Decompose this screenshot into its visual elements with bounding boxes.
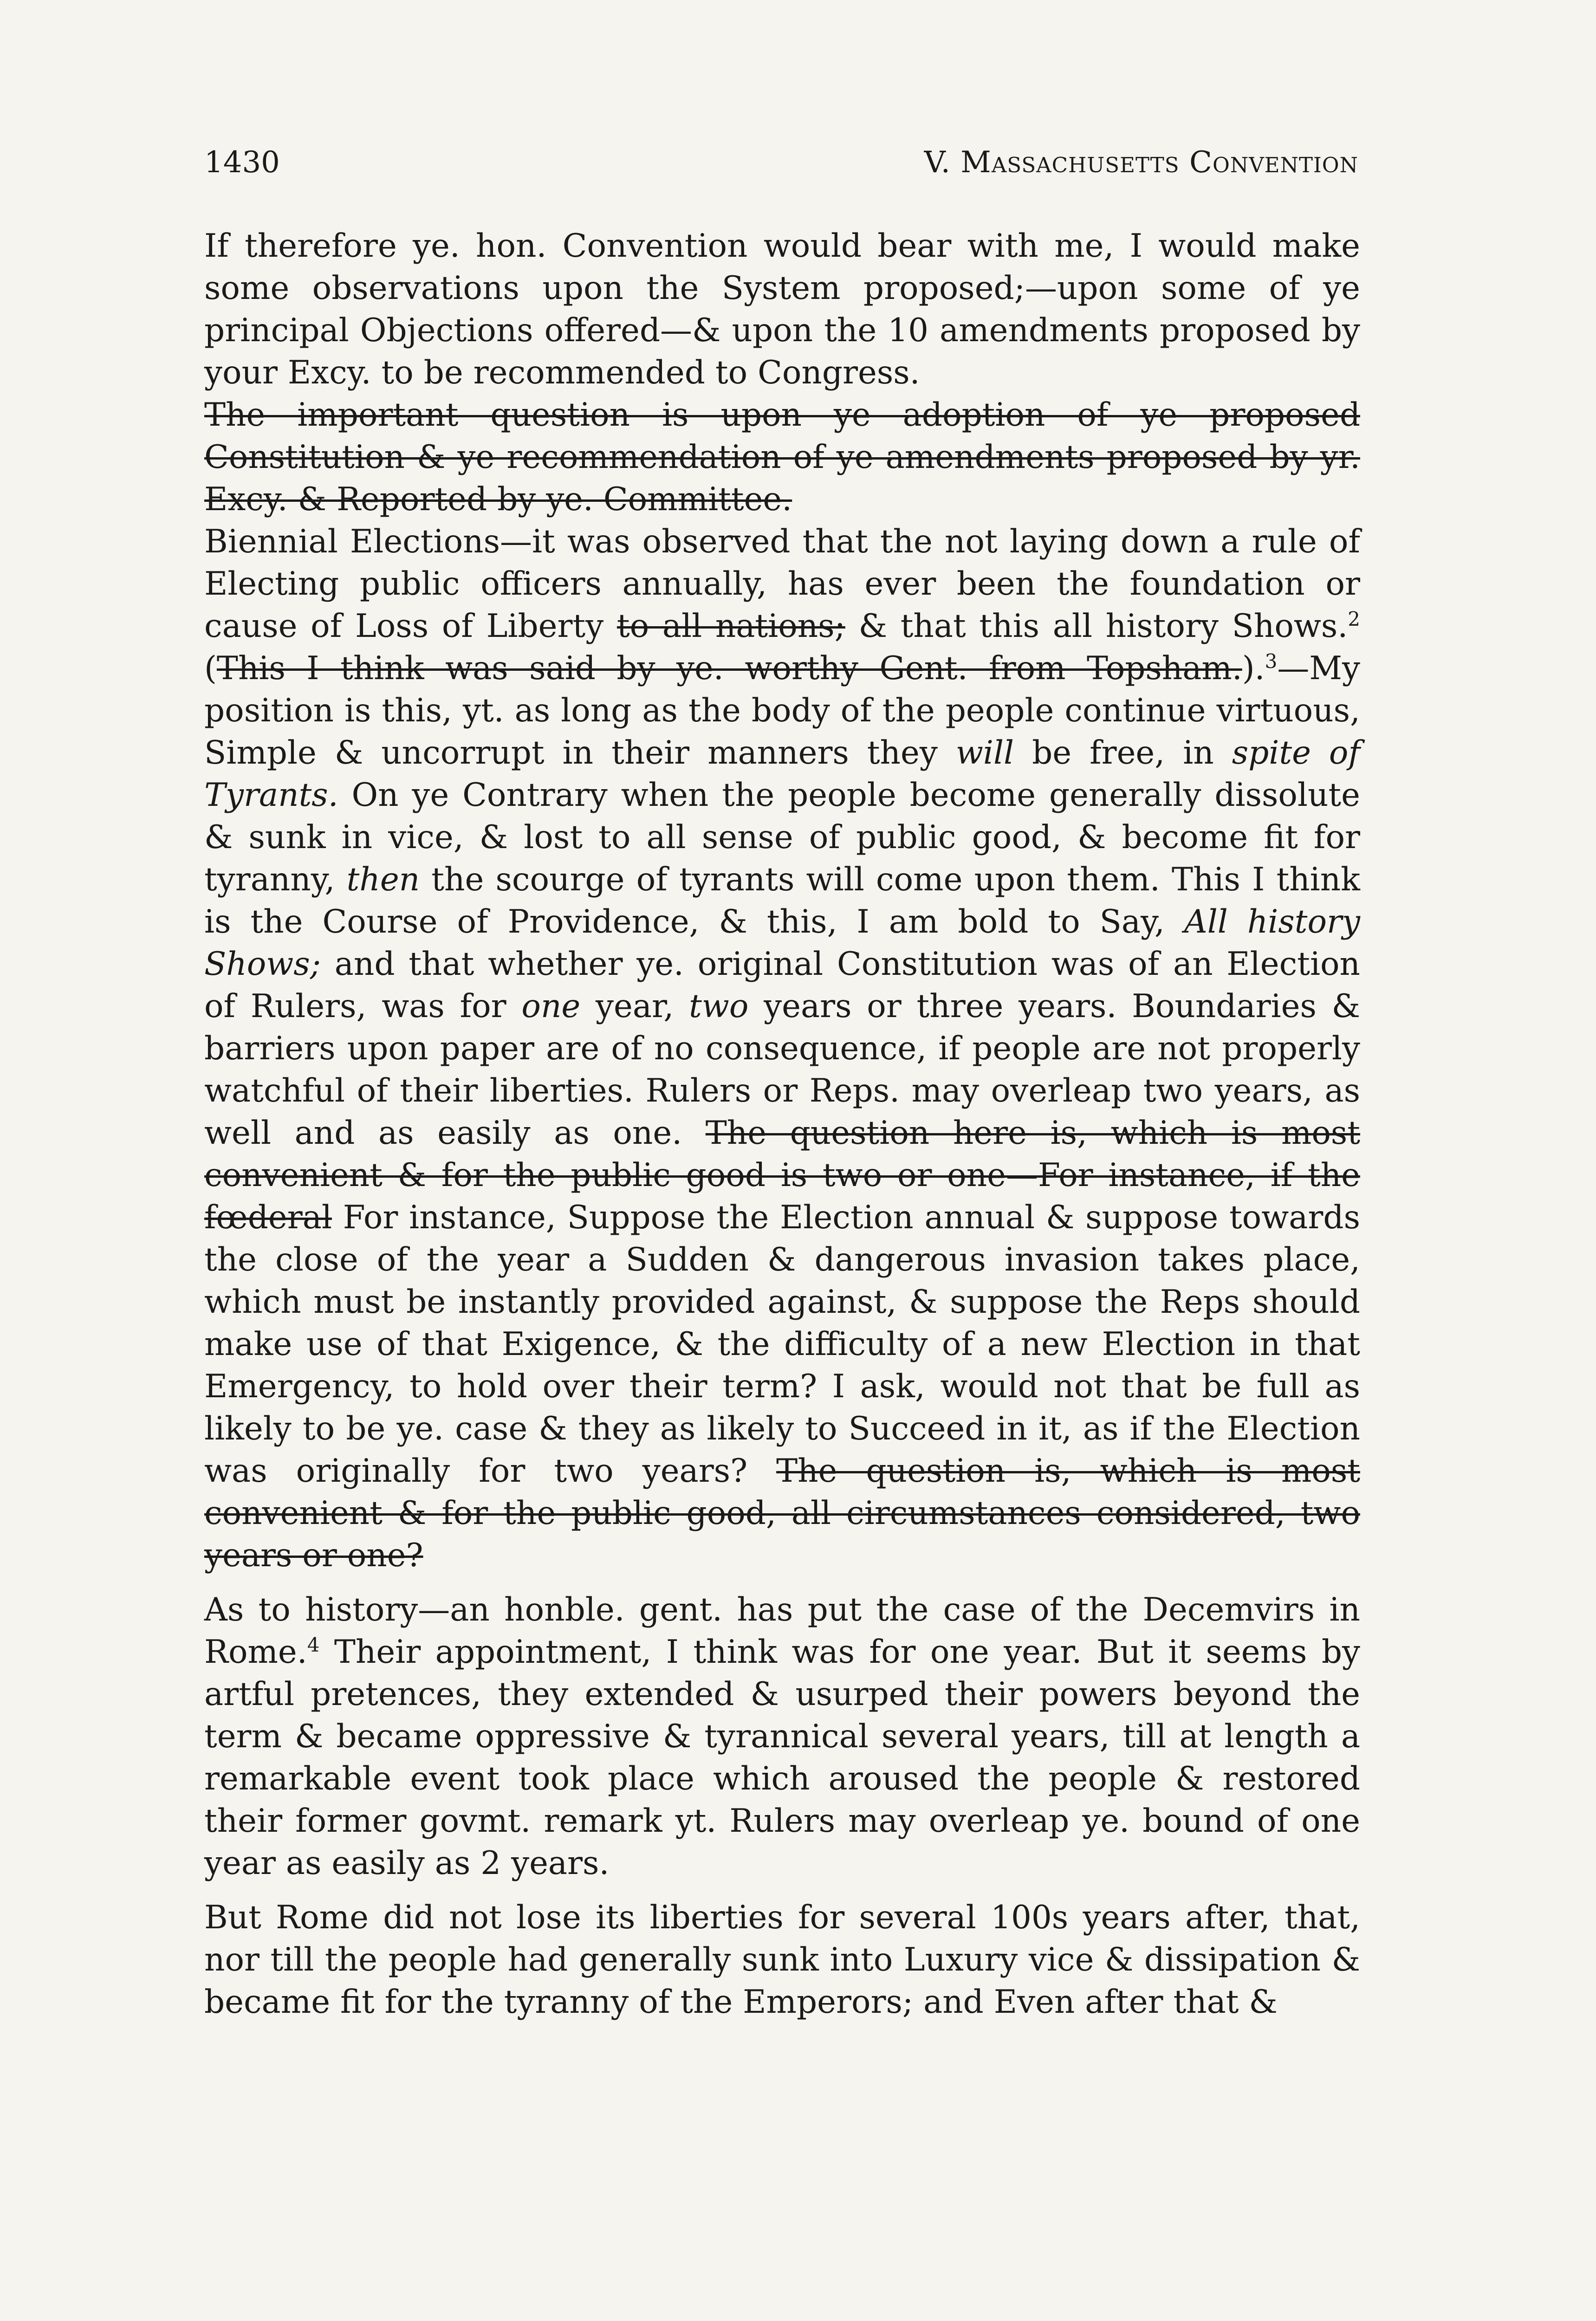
italic-text: All history Shows; bbox=[204, 903, 1360, 983]
text-run: On ye Contrary when the people become generally dissolute & sunk in vice, & lost to all sense of public good, & become fit for tyranny, bbox=[204, 777, 1360, 898]
struck-text: The question is, which is most convenient & for the public good, all circumstances considered, two years or one? bbox=[204, 1452, 1360, 1574]
italic-text: one bbox=[521, 988, 581, 1025]
text-run: year, bbox=[596, 988, 674, 1025]
italic-text: will bbox=[955, 734, 1014, 772]
paragraph-2 bbox=[204, 521, 1360, 1577]
text-run: But Rome did not lose its liberties for several 100s years after, that, nor till the people had generally sunk into Luxury vice & dissipation & became fit for the tyranny of the Emperors; and Even after that & bbox=[204, 1899, 1360, 2021]
body-text bbox=[204, 225, 1360, 2023]
text-run: Biennial Elections—it was observed that the not laying down a rule of Electing public officers annually, has ever been the foundation or cause of Loss of Liberty bbox=[204, 523, 1360, 645]
text-run: For instance, Suppose the Election annual & suppose towards the close of the year a Sudden & dangerous invasion takes place, which must be instantly provided against, & suppose the Reps should make use of that Exigence, & the difficulty of a new Election in that Emergency, to hold over their term? I ask, would not that be full as likely to be ye. case & they as likely to Succeed in it, as if the Election was originally for two years? bbox=[204, 1199, 1360, 1490]
text-run: years or three years. Boundaries & barriers upon paper are of no consequence, if people are not properly watchful of their liberties. Rulers or Reps. may overleap two years, as well and as easily as one. bbox=[204, 988, 1361, 1152]
text-run: —My position is this, yt. as long as the body of the people continue virtuous, Simple & uncorrupt in their manners they bbox=[204, 650, 1360, 772]
struck-text: to all nations; bbox=[616, 608, 845, 645]
text-run: the scourge of tyrants will come upon them. This I think is the Course of Providence, & this, I am bold to Say, bbox=[204, 861, 1360, 940]
text-run: ). bbox=[1242, 650, 1265, 687]
text-run: be free, in bbox=[1032, 734, 1214, 772]
text-run: ( bbox=[204, 650, 217, 687]
paragraph-3 bbox=[204, 1589, 1360, 1885]
italic-text: two bbox=[689, 988, 749, 1025]
text-run: and that whether ye. original Constitution was of an Election of Rulers, was for bbox=[204, 946, 1360, 1025]
paragraph-4 bbox=[204, 1897, 1360, 2023]
page-header bbox=[204, 139, 1358, 186]
page-number: 1430 bbox=[204, 145, 280, 180]
paragraph-1-text: If therefore ye. hon. Convention would bear with me, I would make some observations upon the System proposed;—upon some of ye principal Objections offered—& upon the 10 amendments proposed by your Excy. to be recommended to Congress. bbox=[204, 227, 1360, 391]
italic-text: then bbox=[346, 861, 420, 898]
italic-text: spite of Tyrants. bbox=[204, 734, 1360, 814]
struck-text: The important question is upon ye adoption of ye proposed Constitution & ye recommendation of ye amendments proposed by yr. Excy. & Reported by ye. Committee. bbox=[204, 396, 1360, 518]
struck-text: This I think was said by ye. worthy Gent. from Topsham. bbox=[216, 650, 1242, 687]
footnote-ref-2: 2 bbox=[1348, 608, 1360, 630]
footnote-ref-3: 3 bbox=[1265, 650, 1278, 673]
text-run: As to history—an honble. gent. has put the case of the Decemvirs in Rome. bbox=[204, 1591, 1360, 1671]
paragraph-1 bbox=[204, 225, 1360, 521]
text-run: & that this all history Shows. bbox=[858, 608, 1348, 645]
struck-text: The question here is, which is most convenient & for the public good is two or one—For instance, if the fœderal bbox=[204, 1115, 1361, 1236]
running-head: V. Massachusetts Convention bbox=[924, 145, 1358, 180]
text-run: Their appointment, I think was for one year. But it seems by artful pretences, they extended & usurped their powers beyond the term & became oppressive & tyrannical several years, till at length a remarkable event took place which aroused the people & restored their former govmt. remark yt. Rulers may overleap ye. bound of one year as easily as 2 years. bbox=[204, 1634, 1360, 1882]
footnote-ref-4: 4 bbox=[307, 1634, 320, 1656]
